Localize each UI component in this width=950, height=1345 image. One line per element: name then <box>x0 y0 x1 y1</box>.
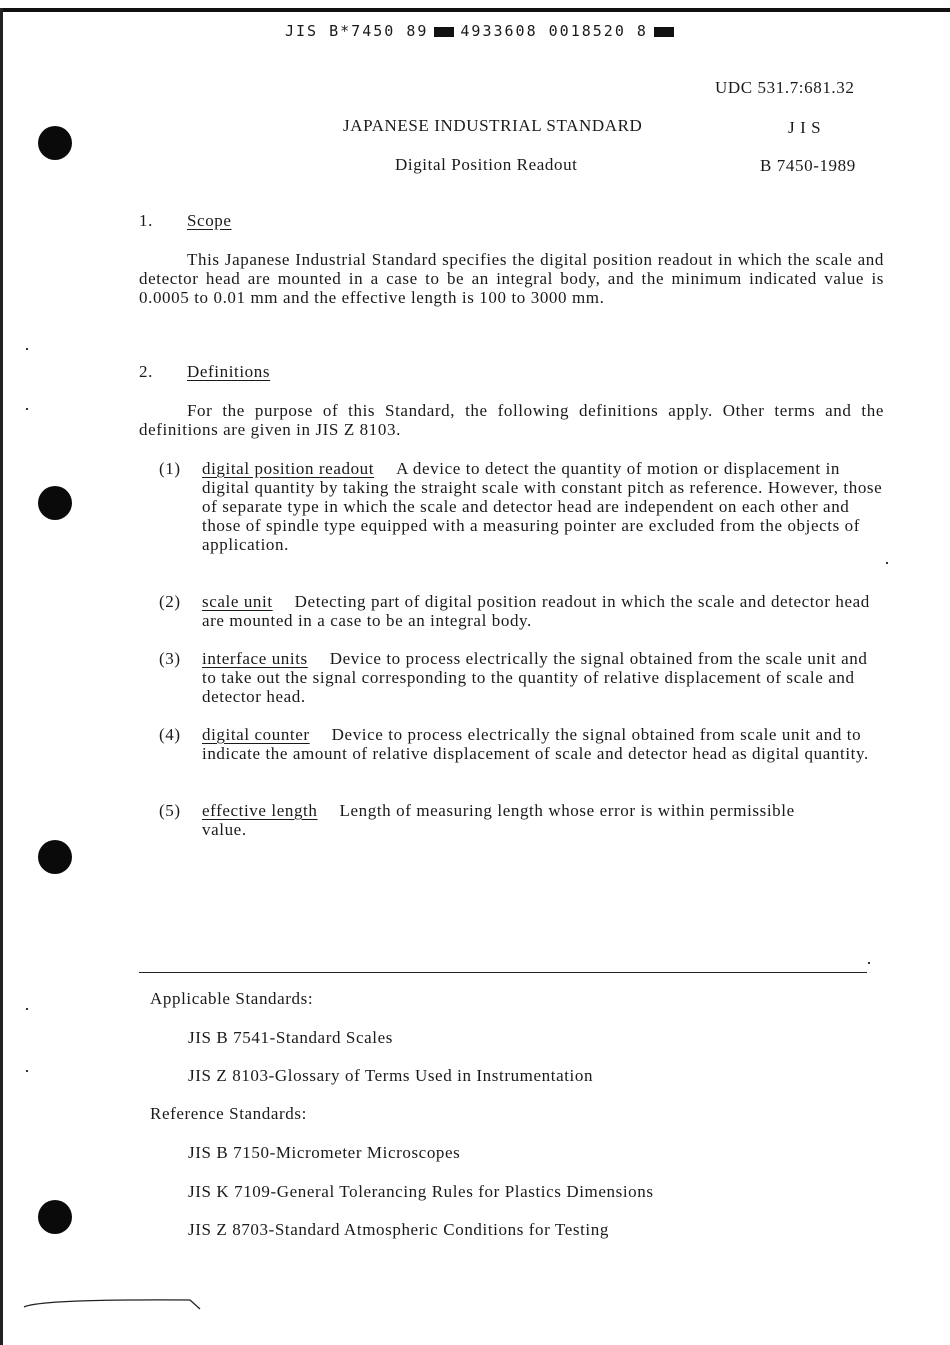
scope-paragraph <box>139 250 884 307</box>
definition-term: digital counter <box>202 725 310 744</box>
section-title-scope: Scope <box>187 211 232 230</box>
definitions-intro-text: For the purpose of this Standard, the following definitions apply. Other terms and the definitions are given in JIS Z 8103. <box>139 401 884 439</box>
definitions-intro <box>139 401 884 439</box>
redaction-block <box>654 27 674 37</box>
scan-artifact-curve <box>20 1295 210 1315</box>
applicable-standards-label: Applicable Standards: <box>150 989 314 1008</box>
definition-text: Detecting part of digital position readout in which the scale and detector head are mounted in a case to be an integral body. <box>202 592 870 630</box>
applicable-standard: JIS Z 8103-Glossary of Terms Used in Instrumentation <box>188 1066 594 1085</box>
definition-term: digital position readout <box>202 459 375 478</box>
definition-number: (3) <box>159 649 181 668</box>
document-title: Digital Position Readout <box>395 155 578 174</box>
punch-hole-3 <box>38 840 72 874</box>
reference-standard: JIS Z 8703-Standard Atmospheric Conditions for Testing <box>188 1220 609 1239</box>
redaction-block <box>434 27 454 37</box>
definition-number: (5) <box>159 801 181 820</box>
definition-number: (1) <box>159 459 181 478</box>
definition-term: effective length <box>202 801 318 820</box>
section-number-definitions: 2. <box>139 362 153 381</box>
document-code-header <box>285 22 680 40</box>
definition-text: Length of measuring length whose error is within permissible value. <box>202 801 795 839</box>
definition-term: scale unit <box>202 592 273 611</box>
reference-standards-label: Reference Standards: <box>150 1104 307 1123</box>
scan-top-border <box>0 8 950 12</box>
reference-standard: JIS B 7150-Micrometer Microscopes <box>188 1143 461 1162</box>
definition-number: (2) <box>159 592 181 611</box>
jis-mark: J I S <box>788 118 822 137</box>
code-part-1: JIS B*7450 89 <box>285 22 429 40</box>
udc-number: UDC 531.7:681.32 <box>715 78 855 97</box>
code-part-2: 4933608 0018520 8 <box>460 22 648 40</box>
scan-speck <box>868 962 870 964</box>
definition-term: interface units <box>202 649 308 668</box>
definition-text: Device to process electrically the signal obtained from the scale unit and to take out the signal corresponding to the quantity of relative displacement of scale and detector head. <box>202 649 868 706</box>
punch-hole-4 <box>38 1200 72 1234</box>
punch-hole-2 <box>38 486 72 520</box>
scan-speck <box>26 348 28 350</box>
scope-text: This Japanese Industrial Standard specifies the digital position readout in which the scale and detector head are mounted in a case to be an integral body, and the minimum indicated value is 0.0005 to 0.01 mm and the effective length is 100 to 3000 mm. <box>139 250 884 307</box>
scan-left-border <box>0 8 3 1345</box>
scan-speck <box>26 1070 28 1072</box>
scan-speck <box>26 408 28 410</box>
document-number: B 7450-1989 <box>760 156 856 175</box>
section-number-scope: 1. <box>139 211 153 230</box>
section-title-definitions: Definitions <box>187 362 271 381</box>
definition-text: A device to detect the quantity of motion or displacement in digital quantity by taking the straight scale with constant pitch as reference. However, those of separate type in which the scale and detector head are independent on each other and those of spindle type equipped with a measuring pointer are excluded from the objects of application. <box>202 459 883 554</box>
footnote-divider <box>139 972 867 973</box>
definition-text: Device to process electrically the signal obtained from scale unit and to indicate the amount of relative displacement of scale and detector head as digital quantity. <box>202 725 869 763</box>
definition-number: (4) <box>159 725 181 744</box>
org-title: JAPANESE INDUSTRIAL STANDARD <box>343 116 643 135</box>
punch-hole-1 <box>38 126 72 160</box>
scan-speck <box>26 1008 28 1010</box>
reference-standard: JIS K 7109-General Tolerancing Rules for Plastics Dimensions <box>188 1182 654 1201</box>
applicable-standard: JIS B 7541-Standard Scales <box>188 1028 393 1047</box>
scan-speck <box>886 562 888 564</box>
